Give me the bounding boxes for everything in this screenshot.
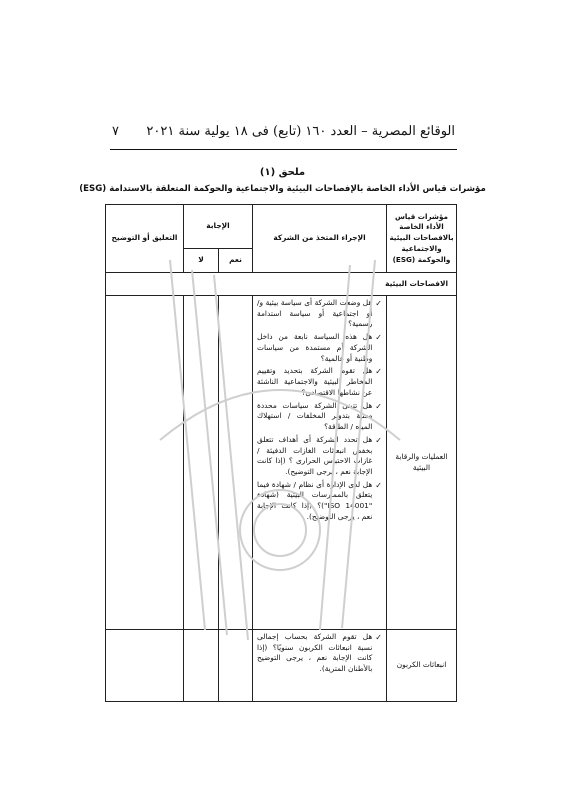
header-indicators: مؤشرات قياس الأداء الخاصة بالافصاحات البيئية والاجتماعية والحوكمة (ESG) — [387, 205, 457, 273]
indicator-cell: العمليات والرقابة البيئية — [387, 296, 457, 630]
table-row — [106, 296, 457, 630]
list-item — [257, 332, 382, 364]
list-item — [257, 480, 382, 523]
checkmark-icon: ✓ — [375, 401, 382, 411]
question-text: هل لدى الإدارة أى نظام / شهادة فيما يتعلق بالممارسات البيئية (شهادة "ISO 14001")؟ (إذا كانت الإجابة نعم ، يرجى التوضيح). — [257, 479, 373, 521]
checkmark-icon: ✓ — [375, 480, 382, 490]
header-yes: نعم — [219, 249, 253, 273]
page-header — [112, 124, 455, 146]
header-answer: الإجابة — [184, 205, 253, 249]
checkmark-icon: ✓ — [375, 367, 382, 377]
table-row — [106, 630, 457, 702]
section-environmental: الافصاحات البيئية — [106, 273, 457, 296]
list-item — [257, 366, 382, 398]
header-comment: التعليق أو التوضيح — [106, 205, 184, 273]
header-rule — [110, 149, 457, 150]
question-text: هل هذه السياسة نابعة من داخل الشركة أم مستمدة من سياسات وطنية أو عالمية؟ — [257, 332, 373, 363]
page-number: ٧ — [112, 124, 119, 139]
header-no: لا — [184, 249, 219, 273]
esg-table — [105, 204, 457, 702]
no-cell — [184, 630, 219, 702]
list-item — [257, 298, 382, 330]
yes-cell — [219, 296, 253, 630]
comment-cell — [106, 296, 184, 630]
question-text: هل وضعت الشركة أى سياسة بيئية و/أو اجتماعية أو سياسة استدامة رسمية؟ — [257, 298, 373, 329]
actions-cell — [253, 296, 387, 630]
comment-cell — [106, 630, 184, 702]
list-item — [257, 401, 382, 433]
header-action: الإجراء المتخذ من الشركة — [253, 205, 387, 273]
checkmark-icon: ✓ — [375, 435, 382, 445]
question-text: هل تحدد الشركة أى أهداف تتعلق بخفض انبعاثات الغازات الدفيئة / غازات الاحتباس الحرارى ؟ (إذا كانت الإجابة نعم ، يرجى التوضيح). — [257, 434, 373, 477]
yes-cell — [219, 630, 253, 702]
no-cell — [184, 296, 219, 630]
checkmark-icon: ✓ — [375, 333, 382, 343]
list-item — [257, 632, 382, 675]
annex-label: ملحق (١) — [259, 167, 306, 178]
question-text: هل تقوم الشركة بتحديد وتقييم المخاطر البيئية والاجتماعية الناشئة عن نشاطها الاقتصادى؟ — [257, 366, 373, 397]
actions-cell — [253, 630, 387, 702]
question-text: هل تقوم الشركة بحساب إجمالى نسبة انبعاثات الكربون سنويًا؟ (إذا كانت الإجابة نعم ، يرجى التوضيح بالأطنان المترية). — [257, 632, 373, 674]
indicator-cell: انبعاثات الكربون — [387, 630, 457, 702]
question-text: هل تتبنى الشركة سياسات محددة معنية بتدوير المخلفات / استهلاك المياه / الطاقة؟ — [257, 400, 373, 432]
list-item — [257, 435, 382, 478]
checkmark-icon: ✓ — [375, 633, 382, 642]
gazette-title: الوقائع المصرية – العدد ١٦٠ (تابع) فى ١٨ يولية سنة ٢٠٢١ — [146, 124, 455, 139]
checkmark-icon: ✓ — [375, 299, 382, 308]
document-title: مؤشرات قياس الأداء الخاصة بالإفصاحات البيئية والاجتماعية والحوكمة المتعلقة بالاستدامة (ESG) — [79, 184, 486, 194]
